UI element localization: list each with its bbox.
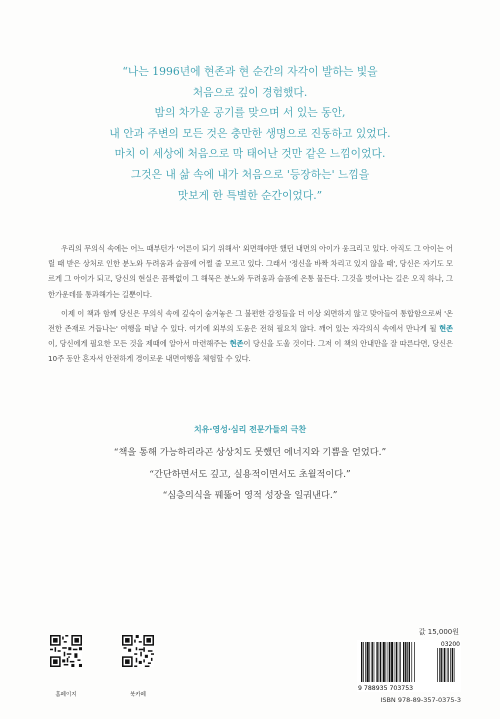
barcode-addon-bar [439,648,440,682]
quote-line: 맛보게 한 특별한 순간이었다.” [177,188,323,202]
barcode-number: 9 788935 703753 [358,685,414,692]
quote-line: 그것은 내 삶 속에 내가 처음으로 '등장하는' 느낌을 [130,167,370,181]
description-text [48,241,453,367]
barcode-bar [400,642,401,682]
homepage-qr-label: 홈페이지 [55,692,77,698]
quote-line: 내 안과 주변의 모든 것은 충만한 생명으로 진동하고 있었다. [109,126,391,140]
highlight-presence: 현존 [439,324,453,334]
paragraph-2-part-b: 이, 당신에게 필요한 모든 것을 제때에 알아서 마련해주는 [48,339,230,349]
experts-heading: 치유·영성·심리 전문가들의 극찬 [193,425,307,434]
pull-quote [40,62,460,206]
barcode-bar [389,642,390,682]
barcode-bar [411,642,412,682]
paragraph-2 [48,306,453,367]
barcode-addon-bar [452,648,453,682]
barcode-bar [376,642,377,682]
barcode-addon-bar [448,648,449,682]
praise-line: “책을 통해 가능하리라곤 상상치도 못했던 에너지와 기쁨을 얻었다.” [113,447,387,458]
barcode-bar [372,642,373,682]
barcode-bar [361,642,362,682]
barcode-addon-bar [447,648,448,682]
paragraph-2-part-c: 이 당신을 도울 것이다. 그저 이 책의 안내만을 잘 따른다면, 당신은 10주 동안 혼자서 안전하게 경이로운 내면여행을 체험할 수 있다. [48,339,453,364]
praise-line: “심층의식을 꿰뚫어 영적 성장을 일궈낸다.” [162,490,338,501]
homepage-qr-code[interactable] [50,635,82,667]
isbn-barcode [357,640,461,692]
barcode-bar [399,642,400,682]
barcode-bar [391,642,393,682]
barcode-bar [365,642,366,682]
barcode-addon-bar [444,648,445,682]
paragraph-1: 우리의 무의식 속에는 어느 때부턴가 '어른이 되기 위해서' 외면해야만 했던 내면의 아이가 웅크리고 있다. 아직도 그 아이는 어릴 때 받은 상처로 인한 분노와 두려움과 슬픔에 어쩔 줄 모르고 있다. 그래서 '정신을 바짝 차리고 있지 않을 때', 당신은 자기도 모르게 그 아이가 되고, 당신의 현실은 꼼짝없이 그 해묵은 분노와 두려움과 슬픔에 온통 물든다. 그것을 벗어나는 길은 오직 하나, 그 한가운데를 통과해가는 길뿐이다. [48,244,453,299]
quote-line: “나는 1996년에 현존과 현 순간의 자각이 발하는 빛을 [122,65,378,78]
barcode-addon-bar [443,648,444,682]
paragraph-2-part-a: 이제 이 책과 함께 당신은 무의식 속에 깊숙이 숨겨놓은 그 불편한 감정들을 더 이상 외면하지 않고 맞아들여 통합함으로써 '온전한 존재로 거듭나는' 여행을 떠날 수 있다. 여기에 외부의 도움은 전혀 필요치 않다. 깨어 있는 자각의식 속에서 만나게 될 [48,308,453,334]
barcode-bar [363,642,364,682]
barcode-bar [379,642,380,682]
barcode-addon-bar [454,648,455,682]
praise-line: “간단하면서도 깊고, 실용적이면서도 초월적이다.” [149,468,351,480]
barcode-bar [414,642,415,682]
barcode-addon-bar [437,648,438,682]
barcode-bar [374,642,375,682]
barcode-bar [367,642,369,682]
quote-line: 처음으로 깊이 경험했다. [192,85,308,99]
barcode-bar [405,642,406,682]
price-label: 값 15,000원 [418,628,459,636]
barcode-bar [388,642,389,682]
quote-line: 마치 이 세상에 처음으로 막 태어난 것만 같은 느낌이었다. [114,147,386,161]
barcode-bar [369,642,370,682]
barcode-addon-bar [450,648,451,682]
highlight-presence: 현존 [229,339,244,349]
barcode-bar [403,642,404,682]
barcode-bar [383,642,385,682]
quote-line: 밤의 차가운 공기를 맞으며 서 있는 동안, [154,106,346,120]
barcode-addon-digits: 03200 [440,641,460,648]
barcode-bar [395,642,396,682]
barcode-bar [380,642,381,682]
barcode-bar [407,642,408,682]
bookcafe-qr-label: 북카페 [130,692,146,698]
bookcafe-qr-code[interactable] [122,635,154,667]
praise-quotes [60,442,440,507]
barcode-bar [409,642,410,682]
barcode-addon-bar [441,648,442,682]
barcode-bar [396,642,397,682]
isbn-text: ISBN 978-89-357-0375-3 [380,696,461,704]
barcode-bar [386,642,387,682]
